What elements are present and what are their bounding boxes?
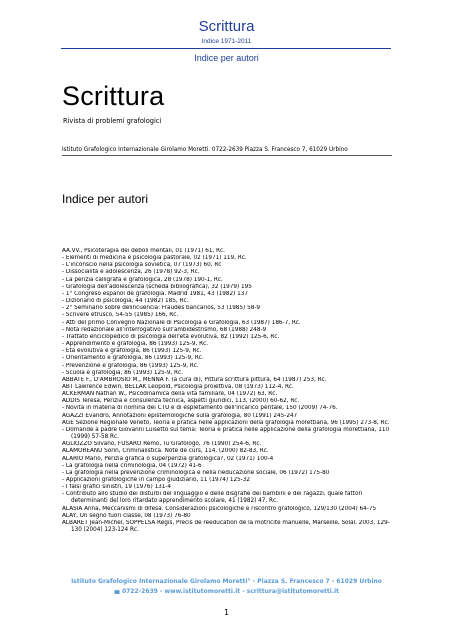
index-entry: - La grafologia nella prevenzione criminologica e nella rieducazione sociale, 06 (1972) 175-80 bbox=[62, 469, 330, 476]
footer-contacts-text: 0722-2639 - www.istitutomoretti.it - scrittura@istitutomoretti.it bbox=[121, 588, 340, 595]
index-entry: ACKERMAN Nathan W., Psicodinamica della vita familiare, 04 (1972) 63, Rc. bbox=[62, 391, 278, 398]
index-entry: - Età evolutiva e grafologia, 86 (1993) 125-9, Rc. bbox=[62, 348, 202, 355]
index-entry: ALASIA Anna, Meccanismi di difesa. Considerazioni psicologiche e riscontro grafologico, 129/130 (2004) 64-75 bbox=[62, 505, 377, 512]
index-entry: - Prevenzione e grafologia, 86 (1993) 125-9, Rc. bbox=[62, 362, 199, 369]
index-entries bbox=[62, 248, 394, 534]
page-number: 1 bbox=[223, 608, 230, 617]
index-entry: - Scrivere etrusco, 54-55 (1985) 166, Rc. bbox=[62, 312, 179, 319]
index-entry: - Domande a padre Giovanni Luisetto sul tema: Teoria e pratica nelle applicazione della grafologia morettiana, 110 (1999) 57-58 Rc. bbox=[62, 426, 390, 441]
index-entry: - L'inconscio nella psicologia sovietica, 07 (1973) 60, Rc bbox=[62, 262, 222, 269]
index-entry: - Nota redazionale all'interrogativo sull'ambidestrismo, 68 (1988) 248-9 bbox=[62, 326, 267, 333]
index-entry: ABT Lawrence Edwin, BELLAK Leopold, Psicologia proiettiva, 08 (1973) 112-4, Rc. bbox=[62, 383, 294, 390]
running-header-rule bbox=[61, 48, 391, 49]
index-entry: - Novità in materia di nomina dei CTU e di espletamento dell'incarico peritale, 150 (2009) 74-76. bbox=[62, 405, 338, 412]
index-entry: - 1° Congreso español de grafología. Madrid 1981, 43 (1982) 137 bbox=[62, 290, 249, 297]
index-entry: - Apprendimento e grafologia, 86 (1993) 125-9, Rc. bbox=[62, 341, 209, 348]
document-title: Scrittura bbox=[62, 81, 165, 111]
index-entry: AGLIOZZO Silvano, FUSARO Remo, Tu Grafologo, 76 (1990) 254-6, Rc. bbox=[62, 441, 262, 448]
document-subtitle: Rivista di problemi grafologici bbox=[63, 117, 162, 125]
index-entry: - Trattato enciclopedico di psicologia dell'età evolutiva, 82 (1992) 125-6, Rc. bbox=[62, 333, 280, 340]
running-header-subtitle: Indice 1971-2011 bbox=[201, 38, 252, 45]
running-header-section: Indice per autori bbox=[194, 53, 259, 63]
index-entry: AGE Sezione Regionale Veneto, Teoria e pratica nelle applicazioni della grafologia morettiana, 96 (1995) 273-8, Rc. bbox=[62, 419, 390, 426]
running-header-title: Scrittura bbox=[198, 18, 255, 35]
index-entry: - Grafologia dell'adolescenza (scheda bibliografica), 32 (1979) 195 bbox=[62, 283, 252, 290]
index-title: Indice per autori bbox=[62, 192, 149, 206]
index-entry: - Orientamento e grafologia, 86 (1993) 125-9, Rc. bbox=[62, 355, 204, 362]
index-entry: - Scuola e grafologia, 86 (1993) 125-9, Rc. bbox=[62, 369, 183, 376]
index-entry: ALARIO Mario, Perizia grafica o superperizia grafologica?, 02 (1971) 100-4 bbox=[62, 455, 274, 462]
index-entry: - Dissocialità e adolescenza, 26 (1978) 92-3, Rc. bbox=[62, 269, 200, 276]
phone-icon bbox=[114, 589, 120, 594]
index-entry: - La grafologia nella criminologia, 04 (1972) 41-6 bbox=[62, 462, 202, 469]
index-entry: - 2° Seminario sobre delincuencia: Fraudes bancarios, 53 (1985) 58-9 bbox=[62, 305, 260, 312]
footer-contacts bbox=[0, 588, 453, 595]
index-entry: ALBARET Jean-Michel, SOPPELSA Régis, Précis de rééducation de la motricité manuelle, Marseille, Solal, 2003, 129-130 (2004) 123-124 Rc. bbox=[62, 519, 390, 534]
index-entry: - La perizia calligrafa e grafologica, 28 (1978) 190-1, Rc. bbox=[62, 276, 223, 283]
index-entry: ADDIS Teresa, Perizia e consulenza tecnica, aspetti giuridici, 113, (2000) 60-62, Rc. bbox=[62, 398, 300, 405]
index-entry: ALÂMOREANU Sorin, Criminalistica. Note de curs, 114, (2000) 82-83, Rc. bbox=[62, 448, 269, 455]
institute-line: Istituto Grafologico Internazionale Girolamo Moretti. 0722-2639 Piazza S. Francesco 7, 61029 Urbino bbox=[62, 147, 392, 156]
index-entry: - Atti del primo Convegno Nazionale di Psicologia e Grafologia, 63 (1987) 186-7, Rc. bbox=[62, 319, 301, 326]
index-entry: ALAY, Un segno fuori classe, 08 (1973) 76-80 bbox=[62, 512, 191, 519]
index-entry: ABBATE F., D'AMBROSIO M., MENNA F. (a cura di), Pittura scrittura pittura, 64 (1987) 253, Rc. bbox=[62, 376, 327, 383]
footer-address: Istituto Grafologico Internazionale Girolamo Moretti" - Piazza S. Francesco 7 - 61029 Urbino bbox=[71, 578, 382, 585]
index-entry: - I falsi grafici sinistri, 19 (1976) 131-4 bbox=[62, 484, 172, 491]
index-entry: - Contributo allo studio dei disturbi del linguaggio e delle disgrafie dei bambini e dei ragazzi, quale fattori determinanti del loro ritardato apprendimento scolare, 41 (1982) 47, Rc. bbox=[62, 491, 363, 505]
index-entry: AA.VV., Psicoterapia dei deboli mentali, 01 (1971) 61, Rc. bbox=[62, 248, 225, 254]
index-entry: - Applicazioni grafologiche in campo giudiziario, 11 (1974) 125-32 bbox=[62, 477, 250, 483]
index-entry: - Dizionario di psicologia, 44 (1982) 185, Rc. bbox=[62, 298, 189, 305]
index-entry: - Elementi di medicina e psicologia pastorale, 02 (1971) 119, Rc. bbox=[62, 255, 247, 262]
index-entry: AGAZZI Evandro, Annotazioni epistemologiche sulla grafologia, 80 (1991) 245-247 bbox=[62, 412, 298, 419]
